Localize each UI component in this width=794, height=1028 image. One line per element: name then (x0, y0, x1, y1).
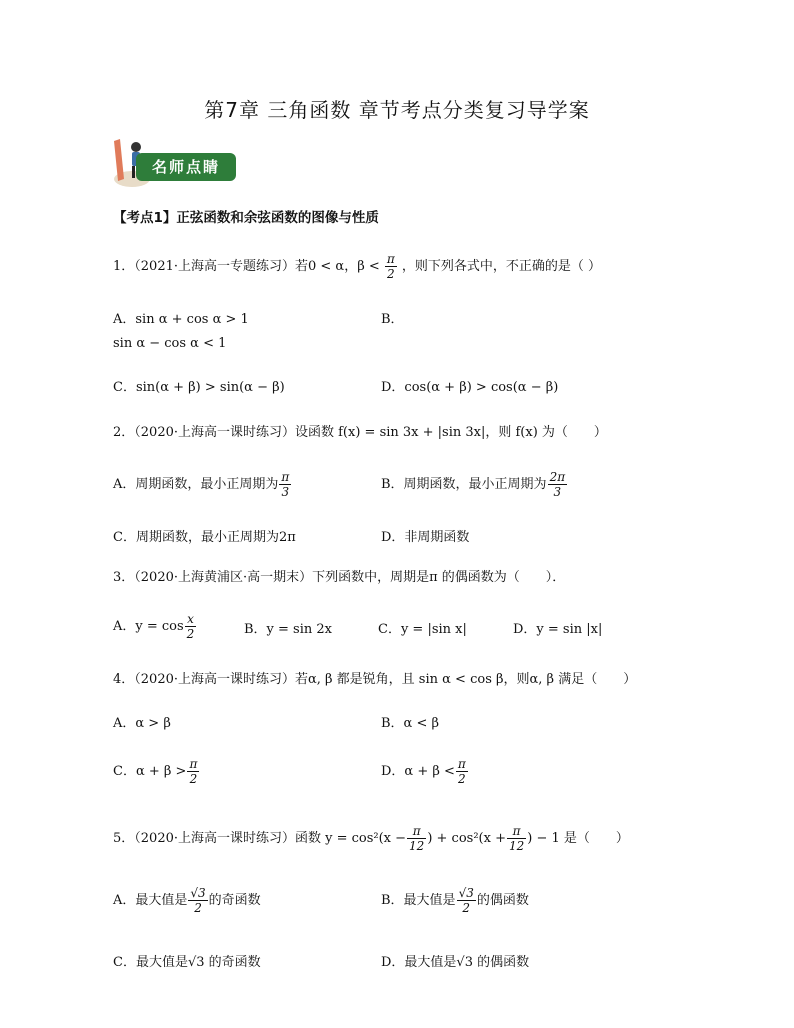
logo (100, 133, 240, 193)
q3-option-b: B．y = sin 2x (244, 622, 332, 637)
q3-option-d: D．y = sin |x| (513, 622, 603, 637)
q5-option-b: B．最大值是 $\frac{√3}{2}$ 的偶函数 (381, 886, 529, 915)
q2-option-a: A．周期函数，最小正周期为 $\frac{\pi}{3}$ (113, 470, 290, 499)
q4-option-c: C．α + β > $\frac{\pi}{2}$ (113, 757, 198, 786)
question-3-stem: 3．（2020·上海黄浦区·高一期末）下列函数中，周期是π 的偶函数为（ ）． (113, 570, 566, 585)
q3-option-c: C．y = |sin x| (378, 622, 467, 637)
teacher-badge: 名师点睛 (136, 153, 236, 181)
q1-option-b-text: sin α − cos α < 1 (113, 336, 227, 351)
question-2-stem: 2．（2020·上海高一课时练习）设函数 f(x) = sin 3x + |sin 3x|，则 f(x) 为（ ） (113, 425, 607, 440)
q1-option-a: A．sin α + cos α > 1 (113, 312, 249, 327)
q3-option-a: A．y = cos $\frac{x}{2}$ (113, 612, 195, 641)
q1-stem-part: ，则下列各式中，不正确的是（ ） (401, 259, 602, 274)
q2-option-c: C．周期函数，最小正周期为2π (113, 530, 296, 545)
question-5-stem: 5．（2020·上海高一课时练习）函数 y = cos²(x − $\frac{\pi}{12}$ ) + cos²(x + $\frac{\pi}{12}$ ) − 1 是（ ） (113, 824, 629, 853)
q2-option-d: D．非周期函数 (381, 530, 470, 545)
q1-option-c: C．sin(α + β) > sin(α − β) (113, 380, 285, 395)
q2-option-b: B．周期函数，最小正周期为 $\frac{2\pi}{3}$ (381, 470, 566, 499)
q1-fraction: $\frac{\pi}{2}$ (386, 252, 395, 281)
q5-option-a: A．最大值是 $\frac{√3}{2}$ 的奇函数 (113, 886, 261, 915)
q4-option-b: B．α < β (381, 716, 440, 731)
q1-option-d: D．cos(α + β) > cos(α − β) (381, 380, 559, 395)
question-1-stem (113, 252, 601, 281)
q1-stem-part: 1．（2021·上海高一专题练习）若0 < α，β < (113, 259, 380, 274)
q1-option-b: B． (381, 312, 404, 327)
section-heading: 【考点1】正弦函数和余弦函数的图像与性质 (113, 210, 379, 226)
q5-option-c: C．最大值是√3 的奇函数 (113, 955, 261, 970)
q4-option-d: D．α + β < $\frac{\pi}{2}$ (381, 757, 466, 786)
q4-option-a: A．α > β (113, 716, 171, 731)
q5-option-d: D．最大值是√3 的偶函数 (381, 955, 530, 970)
page-title: 第7章 三角函数 章节考点分类复习导学案 (204, 98, 590, 122)
question-4-stem: 4．（2020·上海高一课时练习）若α, β 都是锐角，且 sin α < cos β，则α, β 满足（ ） (113, 672, 637, 687)
